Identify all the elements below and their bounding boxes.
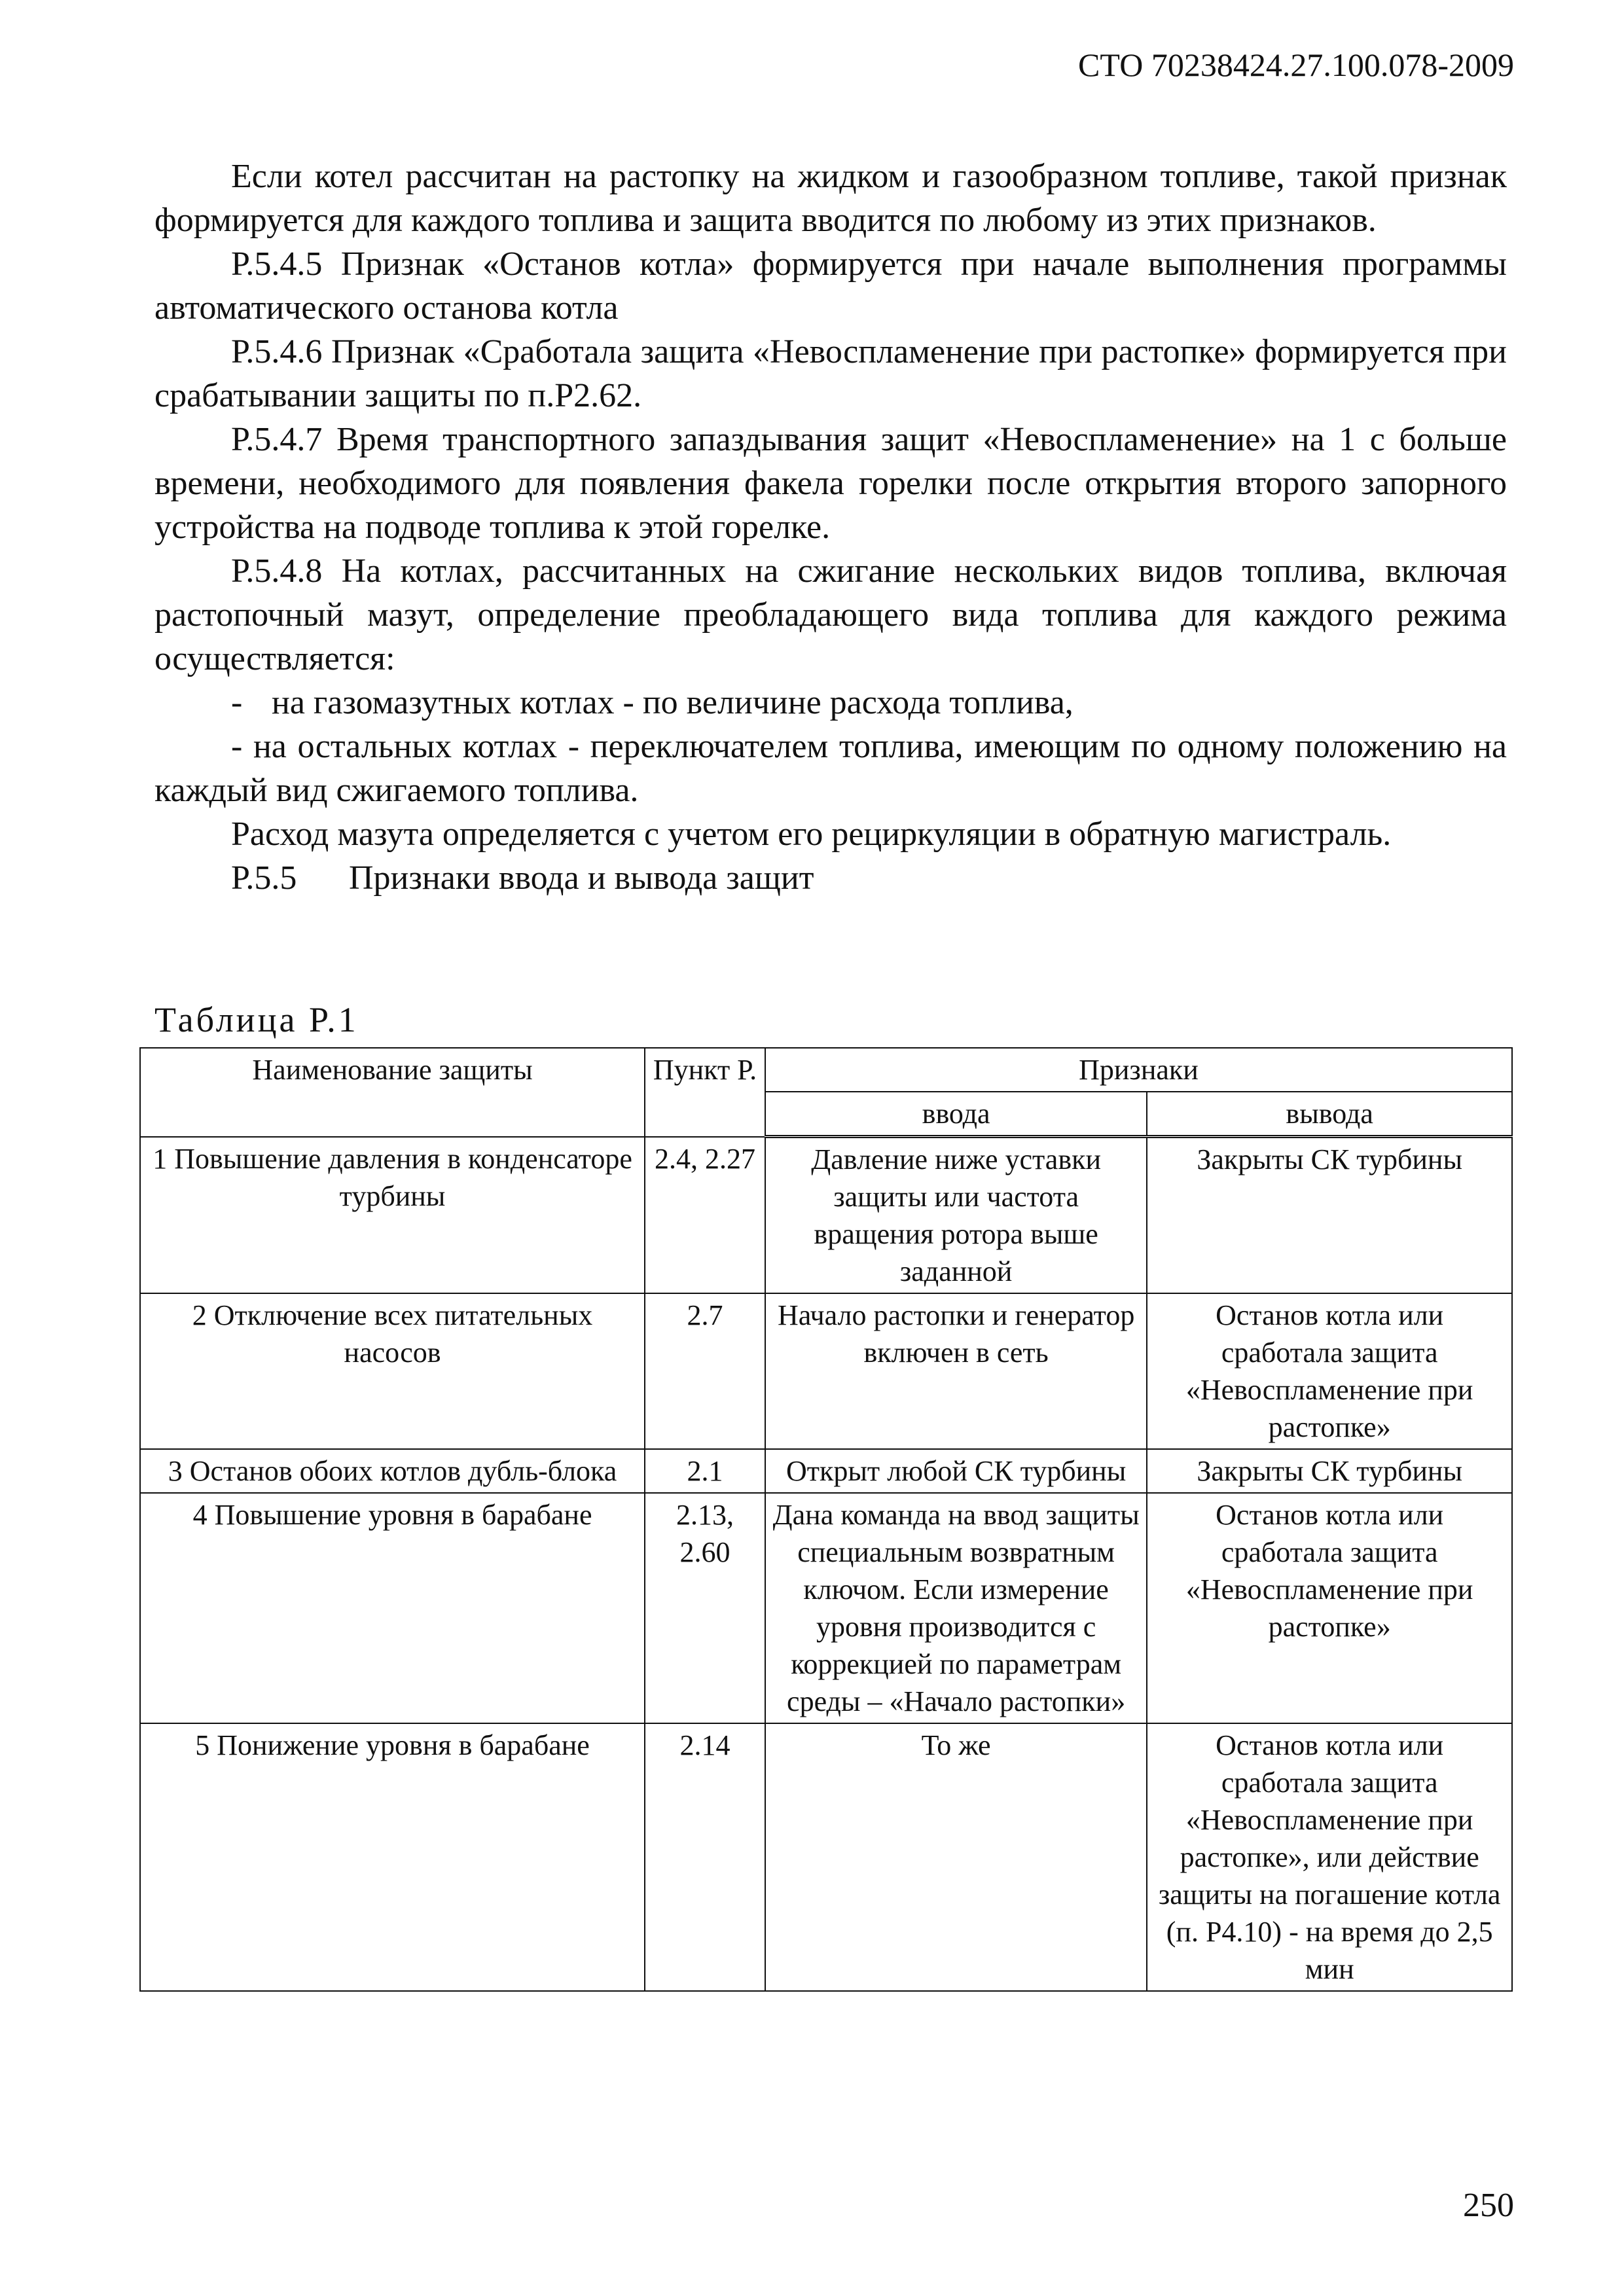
cell-name: 1 Повышение давления в конденсаторе турбины <box>140 1137 645 1294</box>
col-header-name: Наименование защиты <box>140 1048 645 1137</box>
cell-punkt: 2.4, 2.27 <box>645 1137 765 1294</box>
table-row <box>140 1493 1512 1723</box>
col-header-out: вывода <box>1147 1092 1512 1137</box>
table-row <box>140 1723 1512 1991</box>
cell-in: Начало растопки и генератор включен в сеть <box>765 1293 1147 1449</box>
table-caption: Таблица Р.1 <box>154 1000 359 1039</box>
table-row <box>140 1137 1512 1294</box>
cell-out: Останов котла или сработала защита «Невоспламенение при растопке» <box>1147 1493 1512 1723</box>
list-item <box>154 681 1507 725</box>
list-dash: - <box>231 684 243 721</box>
cell-punkt: 2.14 <box>645 1723 765 1991</box>
cell-name: 5 Понижение уровня в барабане <box>140 1723 645 1991</box>
paragraph: Р.5.4.7 Время транспортного запаздывания защит «Невоспламенение» на 1 с больше времени, необходимого для появления факела горелки после открытия второго запорного устройства на подводе топлива к этой горелке. <box>154 421 1507 546</box>
paragraph: Р.5.4.5 Признак «Останов котла» формируется при начале выполнения программы автоматического останова котла <box>154 245 1507 327</box>
cell-in: Давление ниже уставки защиты или частота вращения ротора выше заданной <box>765 1137 1147 1294</box>
list-item-text: на газомазутных котлах - по величине расхода топлива, <box>272 684 1074 721</box>
document-code: СТО 70238424.27.100.078-2009 <box>1078 46 1514 83</box>
section-heading <box>154 856 1507 900</box>
cell-in: Открыт любой СК турбины <box>765 1449 1147 1493</box>
col-header-in: ввода <box>765 1092 1147 1137</box>
cell-name: 3 Останов обоих котлов дубль-блока <box>140 1449 645 1493</box>
cell-punkt: 2.7 <box>645 1293 765 1449</box>
protection-table <box>139 1047 1513 1992</box>
cell-in: То же <box>765 1723 1147 1991</box>
section-number: Р.5.5 <box>231 859 297 897</box>
section-title: Признаки ввода и вывода защит <box>349 859 814 897</box>
paragraph: Если котел рассчитан на растопку на жидком и газообразном топливе, такой признак формируется для каждого топлива и защита вводится по любому из этих признаков. <box>154 158 1507 239</box>
table-row <box>140 1293 1512 1449</box>
cell-in: Дана команда на ввод защиты специальным возвратным ключом. Если измерение уровня производится с коррекцией по параметрам среды – «Начало растопки» <box>765 1493 1147 1723</box>
cell-out: Останов котла или сработала защита «Невоспламенение при растопке», или действие защиты на погашение котла (п. Р4.10) - на время до 2,5 мин <box>1147 1723 1512 1991</box>
paragraph: Р.5.4.8 На котлах, рассчитанных на сжигание нескольких видов топлива, включая растопочный мазут, определение преобладающего вида топлива для каждого режима осуществляется: <box>154 552 1507 677</box>
cell-out: Закрыты СК турбины <box>1147 1137 1512 1294</box>
body-text <box>154 154 1507 900</box>
cell-out: Закрыты СК турбины <box>1147 1449 1512 1493</box>
table-row <box>140 1449 1512 1493</box>
cell-punkt: 2.13, 2.60 <box>645 1493 765 1723</box>
col-header-punkt: Пункт Р. <box>645 1048 765 1137</box>
col-header-signs: Признаки <box>765 1048 1512 1092</box>
list-item-text: на остальных котлах - переключателем топлива, имеющим по одному положению на каждый вид сжигаемого топлива. <box>154 728 1507 809</box>
page-number: 250 <box>1463 2187 1514 2224</box>
cell-name: 2 Отключение всех питательных насосов <box>140 1293 645 1449</box>
cell-name: 4 Повышение уровня в барабане <box>140 1493 645 1723</box>
list-dash: - <box>231 728 243 765</box>
cell-punkt: 2.1 <box>645 1449 765 1493</box>
cell-out: Останов котла или сработала защита «Невоспламенение при растопке» <box>1147 1293 1512 1449</box>
paragraph: Р.5.4.6 Признак «Сработала защита «Невоспламенение при растопке» формируется при срабатывании защиты по п.Р2.62. <box>154 333 1507 414</box>
paragraph: Расход мазута определяется с учетом его рециркуляции в обратную магистраль. <box>231 816 1392 853</box>
list-item <box>154 725 1507 812</box>
